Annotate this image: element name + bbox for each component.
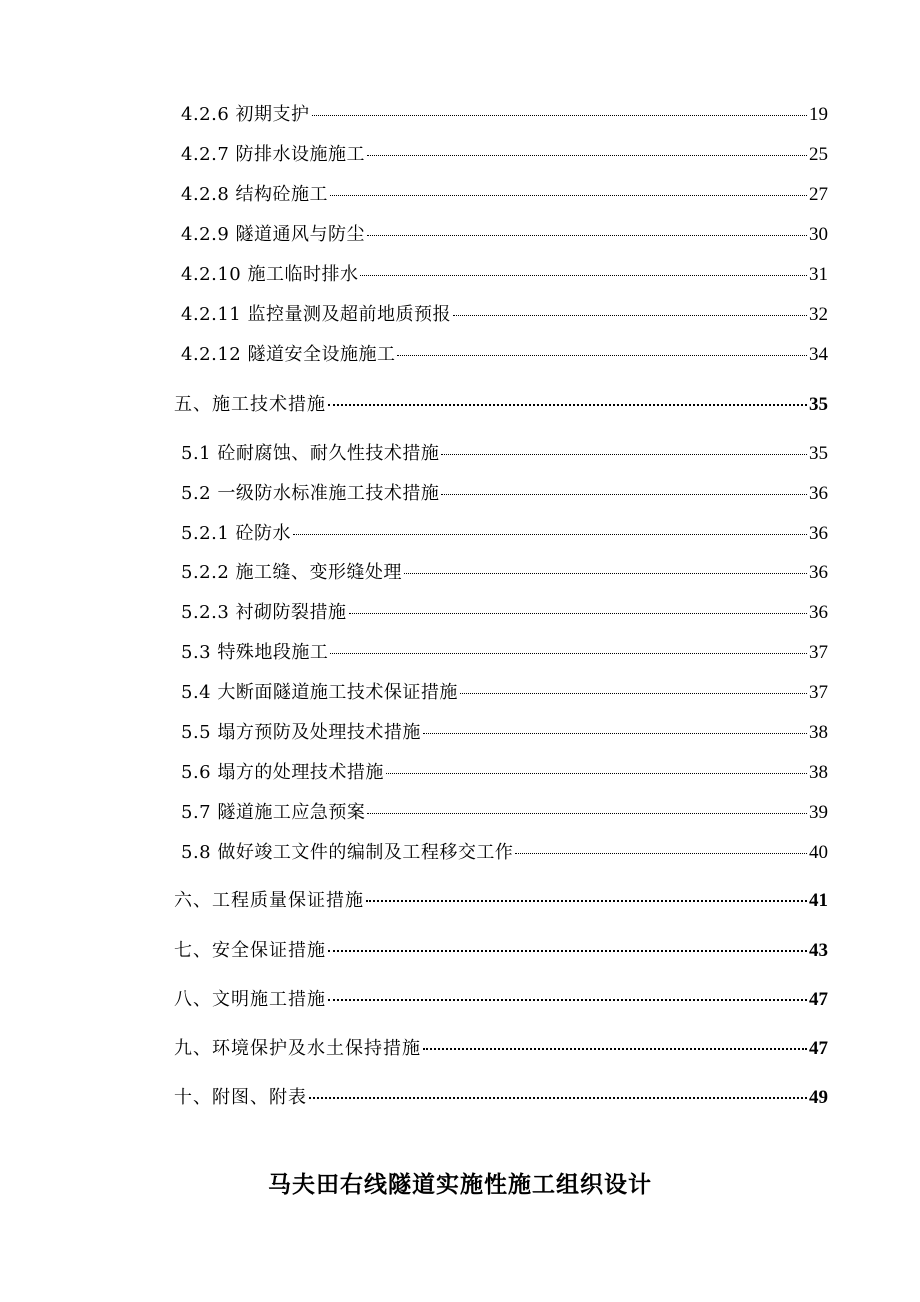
toc-page-number: 40 [809, 842, 828, 863]
toc-dot-leader [293, 534, 807, 535]
toc-page-number: 36 [809, 483, 828, 504]
toc-dot-leader [423, 1048, 807, 1050]
toc-entry-title: 4.2.9 隧道通风与防尘 [181, 224, 366, 245]
toc-entry-title: 九、环境保护及水土保持措施 [174, 1038, 421, 1059]
toc-chapter-entry[interactable] [174, 1034, 828, 1060]
toc-entry-title: 5.8 做好竣工文件的编制及工程移交工作 [181, 842, 514, 863]
toc-entry-title: 5.3 特殊地段施工 [181, 642, 329, 663]
toc-chapter-entry[interactable] [174, 390, 828, 416]
toc-dot-leader [441, 494, 807, 495]
toc-entry-title: 5.1 砼耐腐蚀、耐久性技术措施 [181, 443, 440, 464]
document-title: 马夫田右线隧道实施性施工组织设计 [268, 1172, 652, 1198]
toc-entry-title: 4.2.12 隧道安全设施施工 [181, 344, 396, 365]
toc-entry[interactable] [181, 798, 828, 824]
toc-entry[interactable] [181, 439, 828, 465]
toc-entry[interactable] [181, 758, 828, 784]
toc-entry[interactable] [181, 100, 828, 126]
toc-entry[interactable] [181, 678, 828, 704]
toc-entry-title: 4.2.10 施工临时排水 [181, 264, 359, 285]
toc-entry[interactable] [181, 300, 828, 326]
toc-page-number: 36 [809, 523, 828, 544]
toc-entry[interactable] [181, 519, 828, 545]
toc-entry[interactable] [181, 558, 828, 584]
toc-dot-leader [328, 404, 807, 406]
toc-entry-title: 六、工程质量保证措施 [174, 890, 364, 911]
toc-entry-title: 5.5 塌方预防及处理技术措施 [181, 722, 421, 743]
toc-page-number: 37 [809, 682, 828, 703]
toc-entry-title: 4.2.11 监控量测及超前地质预报 [181, 304, 451, 325]
toc-page-number: 49 [809, 1087, 828, 1108]
toc-dot-leader [404, 573, 807, 574]
toc-page-number: 37 [809, 642, 828, 663]
toc-page-number: 32 [809, 304, 828, 325]
toc-entry-title: 十、附图、附表 [174, 1087, 307, 1108]
toc-dot-leader [423, 733, 807, 734]
toc-chapter-entry[interactable] [174, 985, 828, 1011]
toc-dot-leader [360, 275, 807, 276]
toc-page-number: 31 [809, 264, 828, 285]
toc-page-number: 30 [809, 224, 828, 245]
toc-entry[interactable] [181, 718, 828, 744]
toc-entry-title: 5.7 隧道施工应急预案 [181, 802, 366, 823]
toc-dot-leader [367, 813, 807, 814]
toc-dot-leader [515, 853, 807, 854]
toc-page-number: 27 [809, 184, 828, 205]
toc-dot-leader [397, 355, 807, 356]
toc-entry-title: 4.2.8 结构砼施工 [181, 184, 329, 205]
toc-page-number: 36 [809, 562, 828, 583]
toc-entry-title: 4.2.6 初期支护 [181, 104, 310, 125]
toc-dot-leader [367, 155, 807, 156]
toc-entry-title: 5.2.2 施工缝、变形缝处理 [181, 562, 403, 583]
toc-page-number: 47 [809, 1038, 828, 1059]
toc-chapter-entry[interactable] [174, 936, 828, 962]
toc-dot-leader [460, 693, 807, 694]
toc-entry-title: 八、文明施工措施 [174, 989, 326, 1010]
toc-entry-title: 5.4 大断面隧道施工技术保证措施 [181, 682, 458, 703]
toc-entry-title: 5.6 塌方的处理技术措施 [181, 762, 384, 783]
toc-page-number: 34 [809, 344, 828, 365]
toc-entry[interactable] [181, 340, 828, 366]
toc-page-number: 19 [809, 104, 828, 125]
toc-dot-leader [330, 653, 807, 654]
toc-entry-title: 五、施工技术措施 [174, 394, 326, 415]
toc-entry-title: 5.2.1 砼防水 [181, 523, 292, 544]
toc-dot-leader [328, 950, 807, 952]
toc-page-number: 36 [809, 602, 828, 623]
toc-dot-leader [328, 999, 807, 1001]
toc-dot-leader [453, 315, 807, 316]
toc-dot-leader [330, 195, 807, 196]
toc-page-number: 39 [809, 802, 828, 823]
toc-entry[interactable] [181, 838, 828, 864]
toc-dot-leader [441, 454, 807, 455]
toc-chapter-entry[interactable] [174, 1083, 828, 1109]
toc-page-number: 25 [809, 144, 828, 165]
toc-dot-leader [309, 1097, 807, 1099]
toc-page-number: 35 [809, 443, 828, 464]
toc-entry[interactable] [181, 479, 828, 505]
toc-entry[interactable] [181, 260, 828, 286]
toc-entry-title: 4.2.7 防排水设施施工 [181, 144, 366, 165]
toc-dot-leader [366, 900, 807, 902]
toc-page-number: 38 [809, 722, 828, 743]
toc-page-number: 35 [809, 394, 828, 415]
toc-entry-title: 5.2.3 衬砌防裂措施 [181, 602, 347, 623]
toc-entry[interactable] [181, 638, 828, 664]
toc-entry-title: 5.2 一级防水标准施工技术措施 [181, 483, 440, 504]
toc-entry[interactable] [181, 140, 828, 166]
toc-entry[interactable] [181, 180, 828, 206]
toc-dot-leader [349, 613, 807, 614]
toc-page-number: 38 [809, 762, 828, 783]
toc-entry-title: 七、安全保证措施 [174, 940, 326, 961]
toc-dot-leader [312, 115, 807, 116]
toc-dot-leader [367, 235, 807, 236]
toc-chapter-entry[interactable] [174, 886, 828, 912]
toc-page-number: 41 [809, 890, 828, 911]
toc-page-number: 47 [809, 989, 828, 1010]
toc-page-number: 43 [809, 940, 828, 961]
toc-entry[interactable] [181, 220, 828, 246]
toc-entry[interactable] [181, 598, 828, 624]
toc-dot-leader [386, 773, 807, 774]
